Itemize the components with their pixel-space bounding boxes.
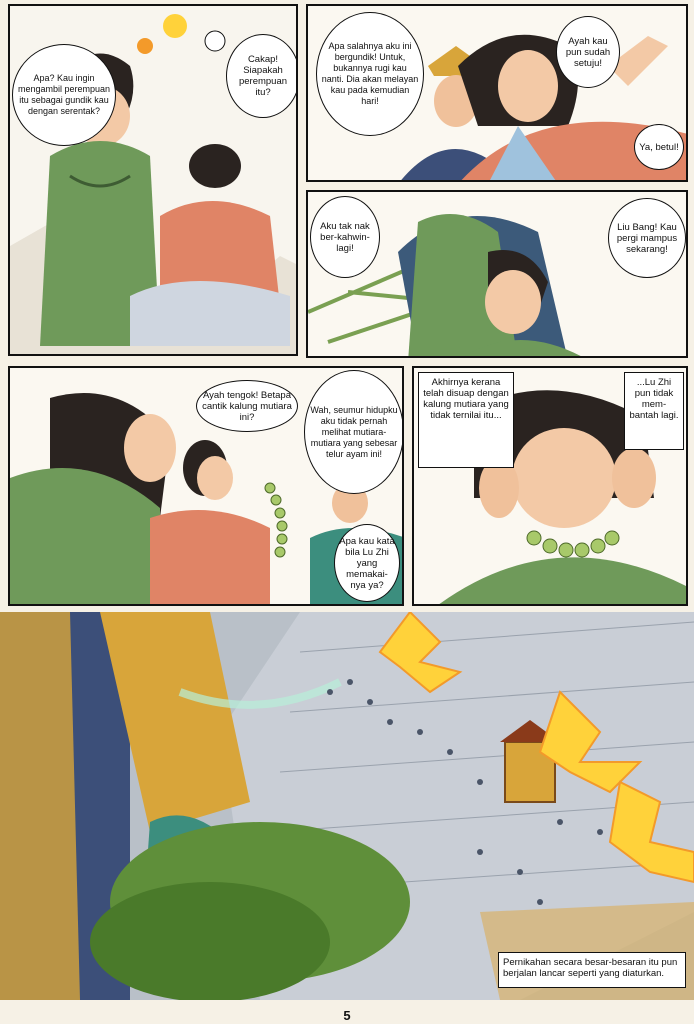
speech-bubble xyxy=(12,44,116,146)
speech-bubble xyxy=(556,16,620,88)
bubble-text: Aku tak nak ber-kahwin-lagi! xyxy=(320,220,370,254)
panel-2 xyxy=(306,4,688,182)
panel-6-art xyxy=(0,612,694,1000)
bubble-text: Liu Bang! Kau pergi mampus sekarang! xyxy=(616,221,678,255)
caption-text: ...Lu Zhi pun tidak mem-bantah lagi. xyxy=(629,377,679,421)
speech-bubble xyxy=(608,198,686,278)
speech-bubble xyxy=(196,380,298,432)
caption-text: Akhirnya kerana telah disuap dengan kalung mutiara yang tidak ternilai itu... xyxy=(423,377,509,421)
bubble-text: Apa salahnya aku ini bergundik! Untuk, bukannya rugi kau nanti. Dia akan melayan kau pada kemudian hari! xyxy=(321,41,419,106)
caption-text: Pernikahan secara besar-besaran itu pun berjalan lancar seperti yang diaturkan. xyxy=(503,957,678,979)
bubble-text: Ayah kau pun sudah setuju! xyxy=(565,35,611,69)
narration-caption xyxy=(498,952,686,988)
speech-bubble xyxy=(304,370,404,494)
panel-3 xyxy=(306,190,688,358)
speech-bubble xyxy=(316,12,424,136)
page-number: 5 xyxy=(343,1008,351,1023)
speech-bubble xyxy=(334,524,400,602)
speech-bubble xyxy=(226,34,298,118)
speech-bubble xyxy=(634,124,684,170)
bubble-text: Apa? Kau ingin mengambil perempuan itu sebagai gundik kau dengan serentak? xyxy=(17,73,111,116)
bubble-text: Ya, betul! xyxy=(639,141,679,153)
narration-caption xyxy=(418,372,514,468)
panel-5 xyxy=(412,366,688,606)
narration-caption xyxy=(624,372,684,450)
bubble-text: Cakap! Siapakah perempuan itu? xyxy=(238,54,288,98)
panel-1 xyxy=(8,4,298,356)
bubble-text: Apa kau kata bila Lu Zhi yang memakai-nya ya? xyxy=(339,535,395,591)
bubble-text: Ayah tengok! Betapa cantik kalung mutiara ini? xyxy=(202,389,292,423)
speech-bubble xyxy=(310,196,380,278)
panel-4 xyxy=(8,366,404,606)
bubble-text: Wah, seumur hidupku aku tidak pernah melihat mutiara-mutiara yang sebesar telur ayam ini! xyxy=(310,404,398,459)
panel-6 xyxy=(0,612,694,1000)
